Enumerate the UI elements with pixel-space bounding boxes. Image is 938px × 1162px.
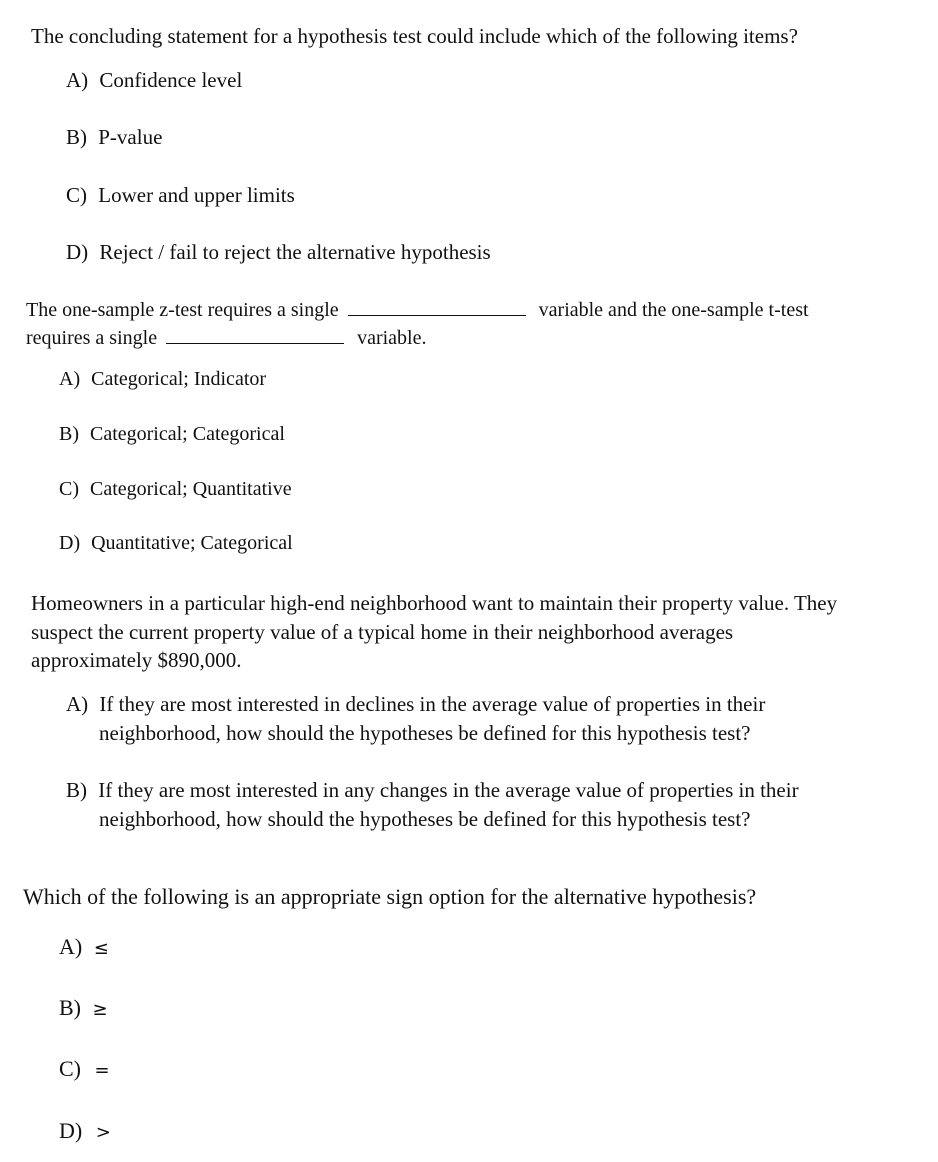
q2-stem-part2: variable and the one-sample t-test <box>538 299 809 321</box>
option-text: Reject / fail to reject the alternative hypothesis <box>99 240 491 264</box>
q2-option-a[interactable] <box>59 368 266 391</box>
q3-stem-line2: suspect the current property value of a typical home in their neighborhood averages <box>31 620 734 644</box>
q4-option-a[interactable] <box>59 934 109 960</box>
q4-option-c[interactable] <box>59 1056 110 1082</box>
option-letter: D) <box>66 240 89 264</box>
option-text: Categorical; Indicator <box>91 368 267 390</box>
q4-option-b[interactable] <box>59 995 108 1021</box>
q3-part-a <box>66 692 765 717</box>
answer-blank-2[interactable] <box>166 329 344 344</box>
q2-option-d[interactable] <box>59 532 293 555</box>
q1-option-a[interactable] <box>66 68 242 93</box>
option-letter: C) <box>59 1056 81 1081</box>
less-than-or-equal-symbol: ≤ <box>93 938 109 959</box>
part-text-line1: If they are most interested in any changes in the average value of properties in their <box>98 778 799 802</box>
option-text: P-value <box>98 125 163 149</box>
option-letter: A) <box>59 368 81 390</box>
option-letter: B) <box>59 423 79 445</box>
option-text: Lower and upper limits <box>98 183 295 207</box>
part-text-line1: If they are most interested in declines in the average value of properties in their <box>99 692 766 716</box>
part-letter: B) <box>66 778 87 802</box>
option-letter: B) <box>59 995 81 1020</box>
option-text: Confidence level <box>99 68 243 92</box>
option-letter: A) <box>59 934 83 959</box>
q3-part-a-line2: neighborhood, how should the hypotheses be defined for this hypothesis test? <box>99 721 751 745</box>
q3-stem-line3: approximately $890,000. <box>31 648 242 672</box>
q2-stem-line2 <box>26 327 426 350</box>
part-letter: A) <box>66 692 89 716</box>
option-text: Quantitative; Categorical <box>91 532 293 554</box>
q3-part-b <box>66 778 799 803</box>
option-text: Categorical; Quantitative <box>90 478 292 500</box>
q1-option-d[interactable] <box>66 240 491 265</box>
q1-stem: The concluding statement for a hypothesis test could include which of the following items? <box>31 24 798 48</box>
q2-option-c[interactable] <box>59 478 292 501</box>
q2-stem-part4: variable. <box>357 327 427 349</box>
q3-stem-line1: Homeowners in a particular high-end neighborhood want to maintain their property value. They <box>31 591 838 615</box>
option-letter: B) <box>66 125 87 149</box>
q1-option-b[interactable] <box>66 125 162 150</box>
option-letter: A) <box>66 68 89 92</box>
q2-stem-part3: requires a single <box>26 327 158 349</box>
q2-option-b[interactable] <box>59 423 285 446</box>
greater-than-or-equal-symbol: ≥ <box>92 999 108 1020</box>
equals-symbol: = <box>94 1060 110 1081</box>
option-letter: D) <box>59 1118 83 1143</box>
answer-blank-1[interactable] <box>348 301 526 316</box>
q4-option-d[interactable] <box>59 1118 111 1144</box>
greater-than-symbol: > <box>95 1122 111 1143</box>
option-letter: D) <box>59 532 81 554</box>
q2-stem-line1 <box>26 299 809 322</box>
q2-stem-part1: The one-sample z-test requires a single <box>26 299 339 321</box>
q4-stem: Which of the following is an appropriate sign option for the alternative hypothesis? <box>23 884 757 909</box>
q3-part-b-line2: neighborhood, how should the hypotheses be defined for this hypothesis test? <box>99 807 751 831</box>
q1-option-c[interactable] <box>66 183 295 208</box>
option-text: Categorical; Categorical <box>90 423 285 445</box>
option-letter: C) <box>59 478 79 500</box>
option-letter: C) <box>66 183 87 207</box>
